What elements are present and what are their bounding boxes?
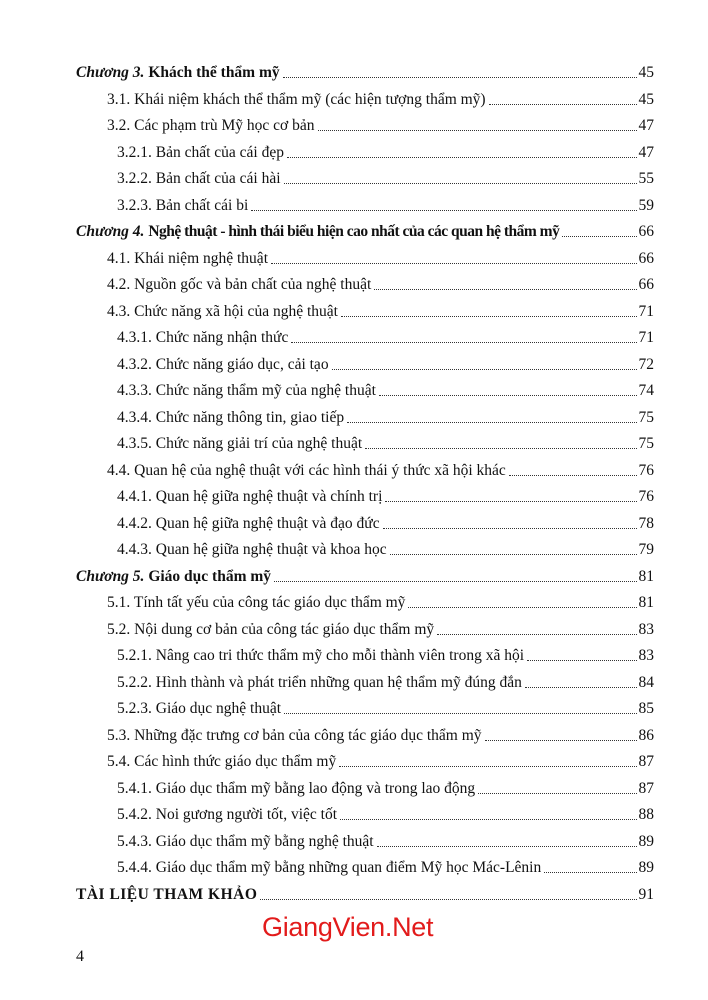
toc-item-title: 4.3.2. Chức năng giáo dục, cải tạo bbox=[117, 355, 329, 373]
dot-leader bbox=[385, 501, 636, 502]
dot-leader bbox=[283, 77, 637, 78]
toc-item-4-4[interactable] bbox=[107, 456, 654, 480]
page-number: 47 bbox=[638, 117, 654, 134]
toc-item-title: 4.1. Khái niệm nghệ thuật bbox=[107, 249, 268, 267]
page-number: 81 bbox=[638, 594, 654, 611]
dot-leader bbox=[332, 369, 637, 370]
toc-item-5-2-1[interactable] bbox=[117, 641, 654, 665]
page-number: 66 bbox=[638, 249, 654, 267]
page-number: 78 bbox=[638, 514, 654, 532]
toc-item-3-2-2[interactable] bbox=[117, 164, 654, 188]
page-number: 81 bbox=[638, 567, 654, 585]
chapter-title: Giáo dục thẩm mỹ bbox=[148, 567, 272, 585]
toc-item-4-3-1[interactable] bbox=[117, 323, 654, 347]
toc-item-title: 5.2. Nội dung cơ bản của công tác giáo dục thẩm mỹ bbox=[107, 620, 435, 638]
dot-leader bbox=[544, 872, 636, 873]
toc-item-4-4-3[interactable] bbox=[117, 535, 654, 559]
dot-leader bbox=[251, 210, 636, 211]
page-number: 59 bbox=[638, 196, 654, 214]
dot-leader bbox=[274, 581, 636, 582]
page-number: 45 bbox=[638, 90, 654, 108]
dot-leader bbox=[562, 236, 636, 237]
dot-leader bbox=[287, 157, 637, 158]
references-title: TÀI LIỆU THAM KHẢO bbox=[76, 885, 258, 903]
page-number: 66 bbox=[638, 223, 654, 240]
toc-item-title: 5.3. Những đặc trưng cơ bản của công tác giáo dục thẩm mỹ bbox=[107, 726, 482, 744]
toc-item-4-3-5[interactable] bbox=[117, 429, 654, 453]
toc-item-title: 5.1. Tính tất yếu của công tác giáo dục thẩm mỹ bbox=[107, 594, 406, 611]
dot-leader bbox=[271, 263, 637, 264]
dot-leader bbox=[478, 793, 636, 794]
toc-item-title: 4.3. Chức năng xã hội của nghệ thuật bbox=[107, 302, 338, 320]
page-number: 89 bbox=[638, 832, 654, 850]
toc-item-title: 4.3.1. Chức năng nhận thức bbox=[117, 329, 289, 346]
dot-leader bbox=[485, 740, 637, 741]
page-number: 71 bbox=[638, 302, 654, 320]
toc-item-title: 3.2.2. Bản chất của cái hài bbox=[117, 170, 281, 187]
chapter-label: Chương 3. bbox=[76, 64, 145, 81]
toc-item-title: 4.3.5. Chức năng giải trí của nghệ thuật bbox=[117, 435, 363, 452]
toc-item-title: 4.4.1. Quan hệ giữa nghệ thuật và chính trị bbox=[117, 488, 383, 505]
dot-leader bbox=[379, 395, 637, 396]
dot-leader bbox=[318, 130, 637, 131]
toc-item-title: 5.4.1. Giáo dục thẩm mỹ bằng lao động và trong lao động bbox=[117, 779, 476, 797]
dot-leader bbox=[509, 475, 637, 476]
page-number: 72 bbox=[638, 355, 654, 373]
toc-item-5-1[interactable] bbox=[107, 588, 654, 612]
page-number: 79 bbox=[638, 541, 654, 558]
chapter-label: Chương 4. bbox=[76, 223, 145, 240]
toc-item-title: 5.4.2. Noi gương người tốt, việc tốt bbox=[117, 806, 338, 823]
page-number: 84 bbox=[638, 673, 654, 691]
page-number: 71 bbox=[638, 329, 654, 346]
chapter-label: Chương 5. bbox=[76, 567, 145, 585]
dot-leader bbox=[341, 316, 637, 317]
toc-item-4-3-3[interactable] bbox=[117, 376, 654, 400]
toc-item-title: 5.4.3. Giáo dục thẩm mỹ bằng nghệ thuật bbox=[117, 832, 374, 850]
page-number: 45 bbox=[638, 64, 654, 81]
dot-leader bbox=[347, 422, 636, 423]
page-number: 86 bbox=[638, 726, 654, 744]
toc-item-5-3[interactable] bbox=[107, 721, 654, 745]
toc-item-5-4-2[interactable] bbox=[117, 800, 654, 824]
toc-item-4-4-1[interactable] bbox=[117, 482, 654, 506]
dot-leader bbox=[527, 660, 636, 661]
dot-leader bbox=[489, 104, 637, 105]
page-number: 83 bbox=[638, 647, 654, 664]
page-number: 87 bbox=[638, 753, 654, 770]
dot-leader bbox=[365, 448, 636, 449]
watermark: GiangVien.Net bbox=[262, 912, 434, 942]
toc-item-title: 3.1. Khái niệm khách thể thẩm mỹ (các hiện tượng thẩm mỹ) bbox=[107, 90, 486, 108]
toc-item-5-4-3[interactable] bbox=[117, 827, 654, 851]
toc-item-title: 4.4.3. Quan hệ giữa nghệ thuật và khoa học bbox=[117, 541, 387, 558]
page-number: 88 bbox=[638, 806, 654, 823]
toc-item-5-2-2[interactable] bbox=[117, 668, 654, 692]
page-number: 47 bbox=[638, 143, 654, 161]
dot-leader bbox=[377, 846, 637, 847]
toc-chapter-5[interactable] bbox=[76, 562, 654, 586]
page-number: 91 bbox=[638, 885, 654, 903]
toc-item-5-4-4[interactable] bbox=[117, 853, 654, 877]
toc-item-4-3-2[interactable] bbox=[117, 350, 654, 374]
dot-leader bbox=[525, 687, 637, 688]
toc-item-5-2[interactable] bbox=[107, 615, 654, 639]
toc-chapter-4[interactable] bbox=[76, 217, 654, 241]
toc-item-3-1[interactable] bbox=[107, 85, 654, 109]
toc-item-4-2[interactable] bbox=[107, 270, 654, 294]
dot-leader bbox=[260, 899, 636, 900]
dot-leader bbox=[284, 713, 636, 714]
dot-leader bbox=[340, 819, 636, 820]
toc-item-title: 5.2.2. Hình thành và phát triển những quan hệ thẩm mỹ đúng đắn bbox=[117, 673, 522, 691]
toc-item-5-4-1[interactable] bbox=[117, 774, 654, 798]
dot-leader bbox=[339, 766, 636, 767]
page-number: 74 bbox=[638, 382, 654, 399]
chapter-title: Khách thể thẩm mỹ bbox=[148, 64, 280, 81]
toc-chapter-3[interactable] bbox=[76, 58, 654, 82]
dot-leader bbox=[383, 528, 637, 529]
dot-leader bbox=[284, 183, 637, 184]
toc-item-3-2[interactable] bbox=[107, 111, 654, 135]
page-number: 85 bbox=[638, 700, 654, 717]
toc-item-4-3-4[interactable] bbox=[117, 403, 654, 427]
toc-item-title: 4.3.4. Chức năng thông tin, giao tiếp bbox=[117, 408, 345, 426]
toc-item-title: 4.3.3. Chức năng thẩm mỹ của nghệ thuật bbox=[117, 382, 376, 399]
page-number: 87 bbox=[638, 779, 654, 797]
toc-item-4-4-2[interactable] bbox=[117, 509, 654, 533]
page-number: 83 bbox=[638, 620, 654, 638]
page-footer-number: 4 bbox=[76, 948, 84, 965]
toc-item-title: 5.2.3. Giáo dục nghệ thuật bbox=[117, 700, 282, 717]
toc-item-title: 5.2.1. Nâng cao tri thức thẩm mỹ cho mỗi thành viên trong xã hội bbox=[117, 647, 525, 664]
toc-item-title: 5.4.4. Giáo dục thẩm mỹ bằng những quan điểm Mỹ học Mác-Lênin bbox=[117, 859, 542, 876]
page-number: 66 bbox=[638, 276, 654, 293]
toc-item-3-2-3[interactable] bbox=[117, 191, 654, 215]
toc-item-title: 3.2. Các phạm trù Mỹ học cơ bản bbox=[107, 117, 315, 134]
toc-item-4-3[interactable] bbox=[107, 297, 654, 321]
dot-leader bbox=[390, 554, 637, 555]
chapter-title: Nghệ thuật - hình thái biểu hiện cao nhất của các quan hệ thẩm mỹ bbox=[148, 223, 560, 240]
toc-item-4-1[interactable] bbox=[107, 244, 654, 268]
page-number: 89 bbox=[638, 859, 654, 876]
dot-leader bbox=[291, 342, 636, 343]
toc-item-title: 4.4.2. Quan hệ giữa nghệ thuật và đạo đức bbox=[117, 514, 380, 532]
toc-references[interactable] bbox=[76, 880, 654, 904]
page-number: 75 bbox=[638, 435, 654, 452]
toc-item-title: 4.2. Nguồn gốc và bản chất của nghệ thuật bbox=[107, 276, 372, 293]
toc-item-title: 3.2.1. Bản chất của cái đẹp bbox=[117, 143, 284, 161]
page-number: 55 bbox=[638, 170, 654, 187]
toc-item-5-2-3[interactable] bbox=[117, 694, 654, 718]
toc-item-title: 4.4. Quan hệ của nghệ thuật với các hình thái ý thức xã hội khác bbox=[107, 461, 506, 479]
page-number: 75 bbox=[638, 408, 654, 426]
dot-leader bbox=[437, 634, 636, 635]
toc-item-3-2-1[interactable] bbox=[117, 138, 654, 162]
dot-leader bbox=[374, 289, 636, 290]
page-number: 76 bbox=[638, 461, 654, 479]
toc-item-title: 3.2.3. Bản chất cái bi bbox=[117, 196, 249, 214]
toc-item-title: 5.4. Các hình thức giáo dục thẩm mỹ bbox=[107, 753, 337, 770]
toc-item-5-4[interactable] bbox=[107, 747, 654, 771]
dot-leader bbox=[408, 607, 636, 608]
page-number: 76 bbox=[638, 488, 654, 505]
